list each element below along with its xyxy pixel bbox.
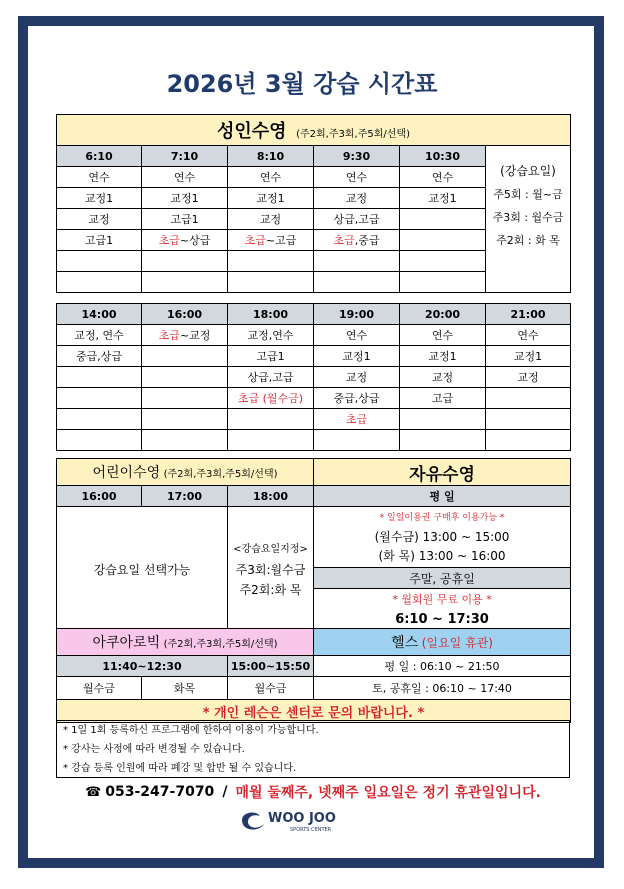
time-cell: 14:00 [57, 304, 142, 325]
class-cell: 연수 [400, 325, 486, 346]
kids-swim-subtitle: (주2회,주3회,주5회/선택) [163, 469, 278, 480]
class-cell: 초급 (월수금) [228, 388, 314, 409]
aquarobics-subtitle: (주2회,주3회,주5회/선택) [163, 639, 278, 650]
class-cell: 상급,고급 [314, 209, 400, 230]
gym-weekday-hours: 평 일 : 06:10 ~ 21:50 [314, 656, 571, 677]
adult-swim-title: 성인수영 [217, 121, 287, 142]
aqua-gym-table [56, 628, 571, 723]
class-cell: 교정 [314, 188, 400, 209]
kids-days-title: <강습요일지정> [233, 543, 308, 555]
class-cell: 교정1 [486, 346, 571, 367]
aquarobics-header [57, 629, 314, 656]
time-cell: 20:00 [400, 304, 486, 325]
adult-swim-table-afternoon [56, 303, 571, 451]
class-cell: 교정1 [400, 346, 486, 367]
class-cell: 교정 [486, 367, 571, 388]
time-cell: 16:00 [57, 486, 142, 507]
time-cell: 10:30 [400, 146, 486, 167]
class-cell [142, 367, 228, 388]
time-cell: 6:10 [57, 146, 142, 167]
class-cell: 교정1 [400, 188, 486, 209]
class-cell: 교정 [228, 209, 314, 230]
class-cell: 교정1 [57, 188, 142, 209]
note-item: * 강습 등록 인원에 따라 폐강 및 합반 될 수 있습니다. [63, 763, 297, 774]
time-cell: 21:00 [486, 304, 571, 325]
time-cell: 19:00 [314, 304, 400, 325]
free-swim-title: 자유수영 [409, 464, 475, 485]
time-cell: 17:00 [142, 486, 228, 507]
private-lesson-note: * 개인 레슨은 센터로 문의 바랍니다. * [57, 700, 571, 723]
class-cell [400, 409, 486, 430]
class-cell: 연수 [486, 325, 571, 346]
beginner-label: 초급 [244, 234, 266, 247]
gym-weekend-hours: 토, 공휴일 : 06:10 ~ 17:40 [314, 677, 571, 700]
class-cell [142, 388, 228, 409]
class-cell: 교정 [314, 367, 400, 388]
time-cell: 15:00~15:50 [228, 656, 314, 677]
lesson-days-item: 주5회 : 월~금 [493, 188, 563, 201]
kids-days-box [228, 507, 314, 633]
class-label: ,중급 [354, 234, 380, 247]
class-cell [57, 367, 142, 388]
free-time: (화 목) 13:00 ~ 16:00 [378, 548, 506, 563]
free-note: * 일일이용권 구매후 이용가능 * [379, 512, 505, 523]
class-cell: 연수 [314, 167, 400, 188]
class-cell [400, 230, 486, 251]
kids-days-item: 주3회:월수금 [235, 562, 306, 577]
class-cell [486, 388, 571, 409]
class-cell: 교정1 [314, 346, 400, 367]
free-weekday-label: 평 일 [314, 486, 571, 507]
class-cell: 교정, 연수 [57, 325, 142, 346]
lesson-days-title: (강습요일) [500, 164, 556, 178]
footer [56, 780, 570, 804]
note-item: * 강사는 사정에 따라 변경될 수 있습니다. [63, 744, 245, 755]
beginner-label: 초급 [333, 234, 355, 247]
class-label: ~고급 [265, 234, 297, 247]
class-label: ~교정 [179, 329, 211, 342]
class-cell [142, 346, 228, 367]
class-cell: 연수 [400, 167, 486, 188]
gym-header [314, 629, 571, 656]
class-cell [142, 325, 228, 346]
logo-subtext: SPORTS CENTER [290, 827, 332, 833]
class-cell: 상급,고급 [228, 367, 314, 388]
class-label: ~상급 [179, 234, 211, 247]
lesson-days-box [486, 146, 571, 293]
notes-box [56, 720, 570, 778]
time-cell: 11:40~12:30 [57, 656, 228, 677]
aquarobics-title: 아쿠아로빅 [92, 635, 161, 651]
class-cell: 교정,연수 [228, 325, 314, 346]
aqua-day-cell: 월수금 [228, 677, 314, 700]
class-cell: 초급 [314, 409, 400, 430]
time-cell: 16:00 [142, 304, 228, 325]
page-title: 2026년 3월 강습 시간표 [166, 69, 438, 98]
beginner-label: 초급 [158, 234, 180, 247]
class-cell: 연수 [314, 325, 400, 346]
class-cell: 고급1 [228, 346, 314, 367]
free-swim-header [314, 459, 571, 486]
kids-free-table [56, 458, 571, 633]
class-cell [57, 409, 142, 430]
class-cell: 고급 [400, 388, 486, 409]
free-weekend-time: 6:10 ~ 17:30 [314, 609, 571, 630]
class-cell [400, 209, 486, 230]
free-time: (월수금) 13:00 ~ 15:00 [374, 529, 510, 544]
class-cell [57, 388, 142, 409]
time-cell: 8:10 [228, 146, 314, 167]
class-cell [228, 409, 314, 430]
class-cell: 고급1 [57, 230, 142, 251]
class-cell [486, 409, 571, 430]
swirl-icon [232, 806, 392, 834]
kids-swim-header [57, 459, 314, 486]
time-cell: 7:10 [142, 146, 228, 167]
lesson-days-item: 주2회 : 화 목 [496, 234, 560, 247]
class-cell: 교정 [400, 367, 486, 388]
free-weekday-box [314, 507, 571, 568]
time-cell: 9:30 [314, 146, 400, 167]
class-cell [142, 230, 228, 251]
divider: / [222, 784, 228, 800]
kids-days-item: 주2회:화 목 [239, 582, 302, 597]
kids-days-note: 강습요일 선택가능 [57, 507, 228, 633]
lesson-days-item: 주3회 : 월수금 [492, 211, 564, 224]
note-item: * 1일 1회 등록하신 프로그램에 한하여 이용이 가능합니다. [63, 725, 319, 736]
phone-icon: ☎ [85, 784, 102, 800]
class-cell: 교정1 [228, 188, 314, 209]
gym-closed-note: (일요일 휴관) [421, 636, 493, 650]
class-cell: 중급,상급 [57, 346, 142, 367]
class-cell [228, 230, 314, 251]
adult-swim-header [57, 115, 571, 146]
adult-swim-table [56, 114, 571, 293]
gym-title: 헬스 [391, 635, 419, 651]
kids-swim-title: 어린이수영 [92, 465, 161, 481]
class-cell: 중급,상급 [314, 388, 400, 409]
time-cell: 18:00 [228, 304, 314, 325]
center-logo [232, 806, 392, 834]
class-cell [142, 409, 228, 430]
class-cell: 연수 [57, 167, 142, 188]
aqua-day-cell: 월수금 [57, 677, 142, 700]
beginner-label: 초급 [158, 329, 180, 342]
class-cell: 고급1 [142, 209, 228, 230]
class-cell [314, 230, 400, 251]
closing-note: 매월 둘째주, 넷째주 일요일은 정기 휴관일입니다. [235, 785, 541, 801]
aqua-day-cell: 화목 [142, 677, 228, 700]
class-cell: 교정1 [142, 188, 228, 209]
class-cell: 연수 [228, 167, 314, 188]
adult-swim-subtitle: (주2회,주3회,주5회/선택) [296, 129, 410, 140]
class-cell: 교정 [57, 209, 142, 230]
free-member-note: * 월회원 무료 이용 * [314, 589, 571, 610]
logo-text: WOO JOO [268, 811, 336, 826]
class-cell: 연수 [142, 167, 228, 188]
free-weekend-label: 주말, 공휴일 [314, 568, 571, 589]
phone-number: 053-247-7070 [105, 784, 215, 800]
time-cell: 18:00 [228, 486, 314, 507]
